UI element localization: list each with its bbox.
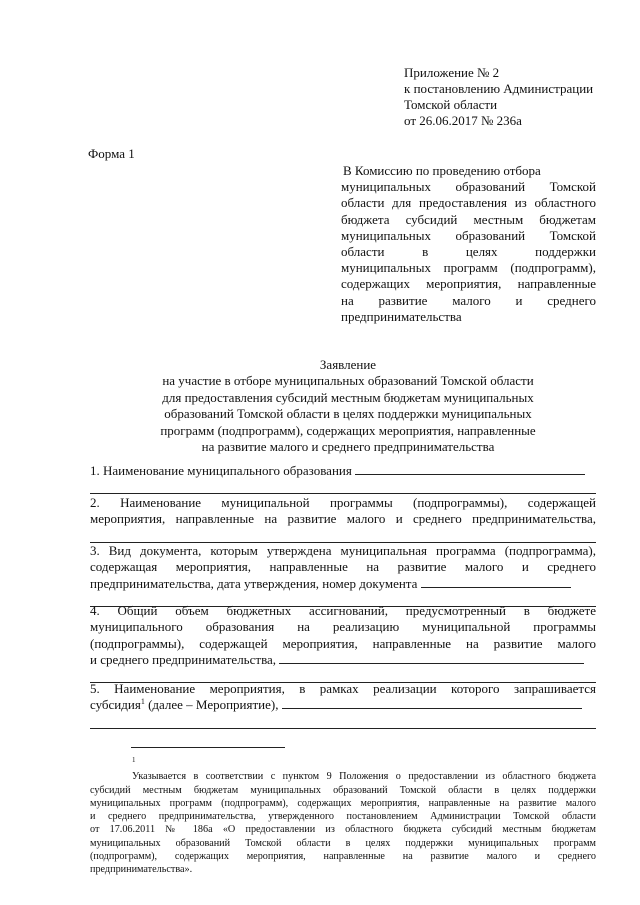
footnote-line: (подпрограмм), содержащих мероприятия, направленные на развитие малого и среднего — [90, 851, 596, 863]
addressee-line: муниципальных образований Томской — [341, 227, 596, 243]
item-4-label-line: и среднего предпринимательства, — [90, 651, 277, 667]
heading-line: для предоставления субсидий местным бюджетам муниципальных — [162, 389, 534, 405]
footnote-line: от 17.06.2011 № 186а «О предоставлении из областного бюджета субсидий местным бюджетам — [90, 824, 596, 836]
item-4-label-line: (подпрограммы), содержащей мероприятия, направленные на развитие малого — [90, 635, 596, 651]
item-3-label-line: предпринимательства, дата утверждения, номер документа — [90, 575, 418, 591]
item-4-label-line: муниципального образования на реализацию муниципальной программы — [90, 619, 596, 635]
item-1-label: 1. Наименование муниципального образования — [90, 463, 352, 478]
heading-line: на участие в отборе муниципальных образований Томской области — [162, 373, 534, 389]
municipality-name-field-cont[interactable] — [415, 463, 585, 475]
form-item-2 — [90, 495, 596, 543]
addressee-block — [341, 163, 596, 325]
addressee-line: содержащих мероприятия, направленные — [341, 276, 596, 292]
addressee-line: на развитие малого и среднего — [341, 292, 596, 308]
activity-name-line-2[interactable] — [90, 714, 596, 729]
addressee-line: области в целях поддержки — [341, 244, 596, 260]
appendix-decree-line: к постановлению Администрации — [404, 81, 594, 96]
footnote-separator — [131, 747, 285, 748]
item-2-label-line: мероприятия, направленные на развитие малого и среднего предпринимательства, — [90, 511, 596, 527]
form-item-3 — [90, 543, 596, 607]
addressee-line: В Комиссию по проведению отбора — [343, 163, 541, 178]
item-5-label-line: 5. Наименование мероприятия, в рамках реализации которого запрашивается — [90, 681, 596, 696]
heading-line: на развитие малого и среднего предпринимательства — [201, 439, 495, 455]
item-3-label-line: содержащая мероприятия, направленные на развитие малого и среднего — [90, 559, 596, 575]
budget-amount-field-cont[interactable] — [379, 652, 584, 664]
document-details-field[interactable] — [421, 576, 571, 588]
footnote — [90, 757, 596, 877]
footnote-line: муниципальных программ (подпрограмм), содержащих мероприятия, направленные на развитие малого — [90, 797, 596, 809]
item-5-label-subsidy: субсидия — [90, 697, 141, 713]
form-item-1 — [90, 463, 596, 494]
program-name-field[interactable] — [90, 528, 596, 543]
appendix-date-line: от 26.06.2017 № 236а — [404, 113, 522, 128]
footnote-line: субсидий местным бюджетам муниципальных образований Томской области в целях поддержки — [90, 784, 596, 796]
item-2-label-line: 2. Наименование муниципальной программы (подпрограммы), содержащей — [90, 495, 596, 510]
item-3-label-line: 3. Вид документа, которым утверждена муниципальная программа (подпрограмма), — [90, 543, 596, 558]
footnote-marker: 1 — [132, 756, 136, 764]
appendix-header — [404, 65, 593, 129]
addressee-line: предпринимательства — [341, 308, 462, 324]
heading-line: программ (подпрограмм), содержащих мероприятия, направленные — [160, 422, 536, 438]
footnote-line: предпринимательства». — [90, 864, 193, 876]
addressee-line: бюджета субсидий местным бюджетам — [341, 211, 596, 227]
heading-line: образований Томской области в целях поддержки муниципальных — [164, 406, 532, 422]
appendix-title: Приложение № 2 — [404, 65, 500, 80]
item-5-label-rest: (далее – Мероприятие), — [144, 697, 279, 713]
municipality-name-field[interactable] — [355, 463, 415, 475]
form-item-4 — [90, 603, 596, 683]
addressee-line: муниципальных образований Томской — [341, 179, 596, 195]
footnote-line: муниципальных образований Томской области в целях поддержки муниципальных программ — [90, 837, 596, 849]
addressee-line: муниципальных программ (подпрограмм), — [341, 260, 596, 276]
footnote-line: и среднего предпринимательства, утвержденного постановлением Администрации Томской области — [90, 811, 596, 823]
addressee-line: области для предоставления из областного — [341, 195, 596, 211]
footnote-ref[interactable]: 1 — [140, 697, 145, 707]
heading-title: Заявление — [319, 357, 377, 372]
application-heading — [100, 357, 596, 455]
form-label: Форма 1 — [88, 146, 135, 161]
footnote-line: Указывается в соответствии с пунктом 9 Положения о предоставлении из областного бюджета — [132, 771, 596, 783]
form-item-5 — [90, 681, 596, 729]
item-4-label-line: 4. Общий объем бюджетных ассигнований, предусмотренный в бюджете — [90, 603, 596, 618]
activity-name-field[interactable] — [282, 697, 582, 709]
appendix-region-line: Томской области — [404, 97, 498, 112]
municipality-name-line-2[interactable] — [90, 479, 596, 494]
budget-amount-field[interactable] — [279, 652, 379, 664]
